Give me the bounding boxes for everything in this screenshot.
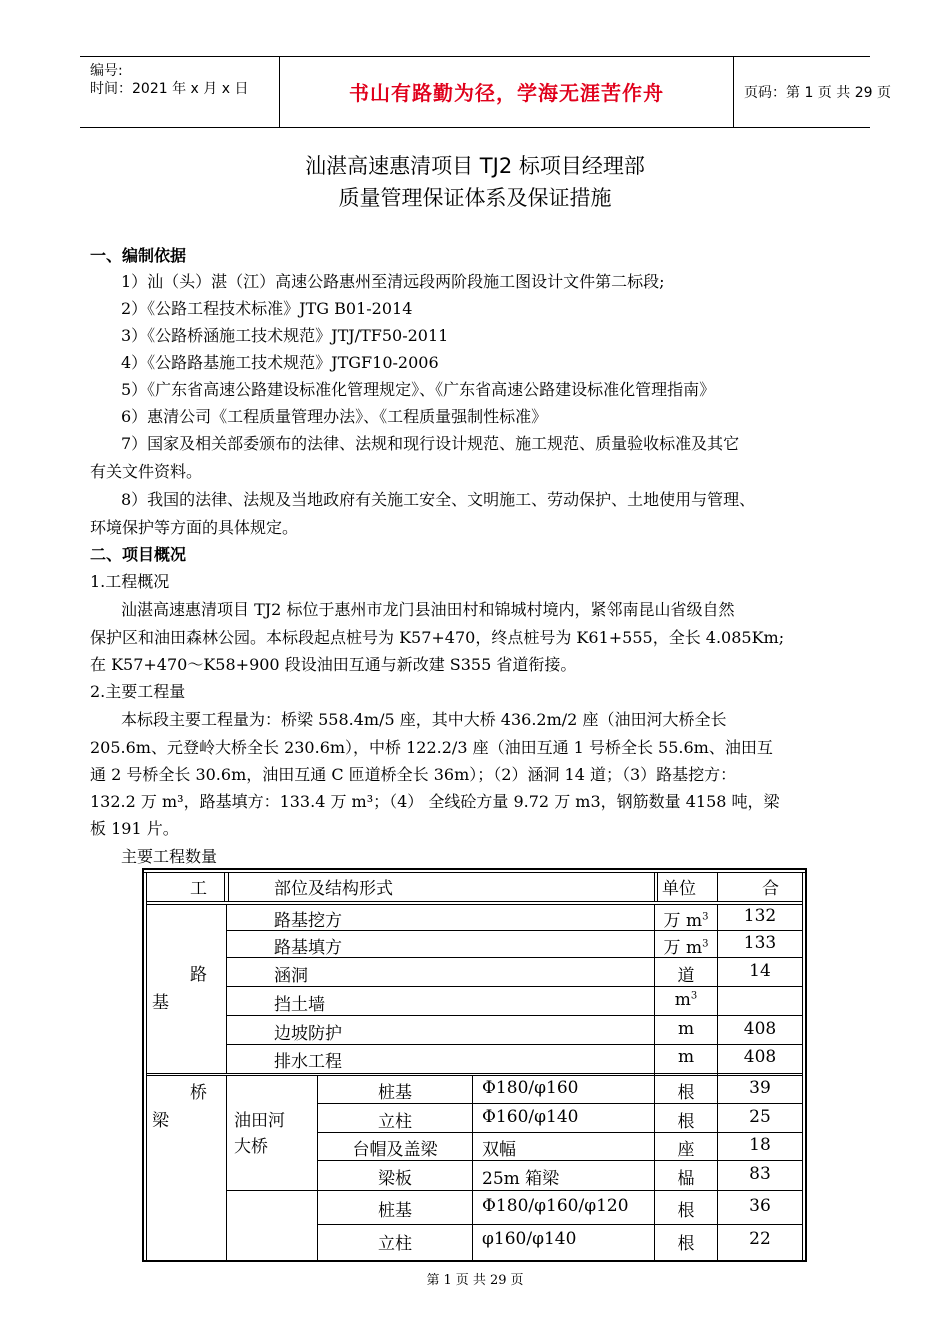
- quantities-line: 通 2 号桥全长 30.6m，油田互通 C 匝道桥全长 36m）；（2）涵洞 14 道；（3）路基挖方：: [90, 765, 737, 784]
- table-cell-part: 桩基: [378, 1201, 412, 1221]
- header-page-info: 页码：第 1 页 共 29 页: [744, 85, 891, 101]
- overview-line: 汕湛高速惠清项目 TJ2 标位于惠州市龙门县油田村和锦城村境内，紧邻南昆山省级自然: [121, 600, 735, 619]
- document-time-label: 时间：2021 年 x 月 x 日: [90, 81, 249, 97]
- quantities-line: 132.2 万 m³，路基填方：133.4 万 m³；（4） 全线砼方量 9.72 万 m3，钢筋数量 4158 吨，梁: [90, 792, 780, 811]
- quantities-line: 本标段主要工程量为：桥梁 558.4m/5 座，其中大桥 436.2m/2 座（油田河大桥全长: [121, 710, 727, 729]
- section2-heading: 二、项目概况: [90, 545, 187, 564]
- table-cell-unit: 根: [677, 1201, 695, 1221]
- table-cell-part: 桩基: [378, 1083, 412, 1103]
- table-cell-name: 路基填方: [274, 938, 342, 958]
- table-header-work: 工: [190, 879, 207, 899]
- table-cell-unit: 根: [677, 1112, 695, 1132]
- header-motto-cell: [280, 57, 734, 127]
- document-title-line1: 汕湛高速惠清项目 TJ2 标项目经理部: [305, 154, 645, 178]
- basis-item: 5）《广东省高速公路建设标准化管理规定》、《广东省高速公路建设标准化管理指南》: [121, 380, 716, 399]
- table-cell-spec: φ160/φ140: [482, 1229, 577, 1249]
- subsection-quantities-heading: 2.主要工程量: [90, 682, 186, 701]
- table-cell-value: 22: [749, 1229, 771, 1249]
- table-cell-unit: m: [677, 1019, 695, 1039]
- page-header: [80, 56, 891, 128]
- table-cell-name: 路基挖方: [274, 911, 342, 931]
- table-cell-spec: Φ160/φ140: [482, 1107, 579, 1127]
- bridge-name: 油田河: [234, 1111, 285, 1131]
- table-cell-value: 36: [749, 1196, 771, 1216]
- table-cell-value: 83: [749, 1164, 771, 1184]
- table-cell-unit: $m^3$: [674, 990, 698, 1010]
- page-footer: [0, 1269, 950, 1288]
- table-cell-part: 立柱: [378, 1112, 412, 1132]
- document-title-line2: 质量管理保证体系及保证措施: [338, 186, 612, 210]
- quantities-line: 205.6m、元登岭大桥全长 230.6m），中桥 122.2/3 座（油田互通 1 号桥全长 55.6m、油田互: [90, 738, 773, 757]
- table-cell-name: 排水工程: [274, 1052, 342, 1072]
- table-cell-value: 14: [749, 961, 771, 981]
- section1-heading: 一、编制依据: [90, 246, 187, 265]
- table-cell-unit: m: [677, 1047, 695, 1067]
- quantities-line: 板 191 片。: [90, 819, 179, 838]
- overview-line: 保护区和油田森林公园。本标段起点桩号为 K57+470，终点桩号为 K61+555，全长 4.085Km;: [90, 628, 785, 647]
- bridge-group-label: 桥: [190, 1083, 207, 1103]
- table-cell-spec: Φ180/φ160: [482, 1078, 579, 1098]
- table-caption: 主要工程数量: [121, 847, 218, 866]
- table-cell-part: 梁板: [378, 1169, 412, 1189]
- basis-item-cont: 环境保护等方面的具体规定。: [90, 518, 299, 537]
- table-cell-value: 25: [749, 1107, 771, 1127]
- table-cell-unit: 座: [677, 1140, 695, 1160]
- table-cell-unit: 道: [677, 966, 695, 986]
- table-cell-unit: 根: [677, 1083, 695, 1103]
- table-cell-value: 133: [743, 933, 777, 953]
- road-group-label: 路: [190, 965, 207, 985]
- table-header-unit: 单位: [662, 879, 696, 899]
- table-header-part: 部位及结构形式: [274, 879, 393, 899]
- table-cell-value: 132: [743, 906, 777, 926]
- table-cell-value: 18: [749, 1135, 771, 1155]
- table-cell-name: 涵洞: [274, 966, 308, 986]
- footer-page-number: 1: [443, 1273, 452, 1288]
- basis-item: 8）我国的法律、法规及当地政府有关施工安全、文明施工、劳动保护、土地使用与管理、: [121, 490, 756, 509]
- quantities-table: [142, 868, 807, 1262]
- table-cell-spec: 双幅: [482, 1140, 516, 1160]
- footer-total-pages: 29: [489, 1273, 507, 1288]
- table-cell-unit: 万 $m^3$: [663, 911, 709, 931]
- table-header-total: 合: [762, 879, 779, 899]
- table-cell-value: 408: [743, 1047, 777, 1067]
- table-cell-value: 39: [749, 1078, 771, 1098]
- basis-item: 1）汕（头）湛（江）高速公路惠州至清远段两阶段施工图设计文件第二标段;: [121, 272, 665, 291]
- table-cell-name: 边坡防护: [274, 1024, 342, 1044]
- road-group-label: 基: [152, 993, 169, 1013]
- bridge-name: 大桥: [234, 1137, 268, 1157]
- basis-item: 4）《公路路基施工技术规范》JTGF10-2006: [121, 353, 439, 372]
- table-cell-part: 台帽及盖梁: [352, 1140, 438, 1160]
- header-page-cell: [734, 57, 891, 127]
- table-cell-unit: 榀: [677, 1169, 695, 1189]
- table-cell-value: 408: [743, 1019, 777, 1039]
- bridge-group-label: 梁: [152, 1111, 169, 1131]
- subsection-overview-heading: 1.工程概况: [90, 572, 170, 591]
- basis-item: 7）国家及相关部委颁布的法律、法规和现行设计规范、施工规范、质量验收标准及其它: [121, 434, 740, 453]
- basis-item: 3）《公路桥涵施工技术规范》JTJ/TF50-2011: [121, 326, 449, 345]
- basis-item: 6）惠清公司《工程质量管理办法》、《工程质量强制性标准》: [121, 407, 548, 426]
- table-cell-spec: Φ180/φ160/φ120: [482, 1196, 629, 1216]
- overview-line: 在 K57+470～K58+900 段设油田互通与新改建 S355 省道衔接。: [90, 655, 577, 674]
- footer-suffix: 页: [510, 1273, 524, 1288]
- table-cell-unit: 万 $m^3$: [663, 938, 709, 958]
- table-cell-unit: 根: [677, 1234, 695, 1254]
- document-number-label: 编号:: [90, 63, 123, 79]
- header-motto: 书山有路勤为径，学海无涯苦作舟: [349, 81, 664, 105]
- basis-item: 2）《公路工程技术标准》JTG B01-2014: [121, 299, 413, 318]
- footer-mid: 页 共: [455, 1273, 486, 1288]
- header-meta-cell: [80, 57, 280, 127]
- table-cell-name: 挡土墙: [274, 995, 325, 1015]
- basis-item-cont: 有关文件资料。: [90, 462, 203, 481]
- table-cell-spec: 25m 箱梁: [482, 1169, 560, 1189]
- table-cell-part: 立柱: [378, 1234, 412, 1254]
- footer-prefix: 第: [426, 1273, 440, 1288]
